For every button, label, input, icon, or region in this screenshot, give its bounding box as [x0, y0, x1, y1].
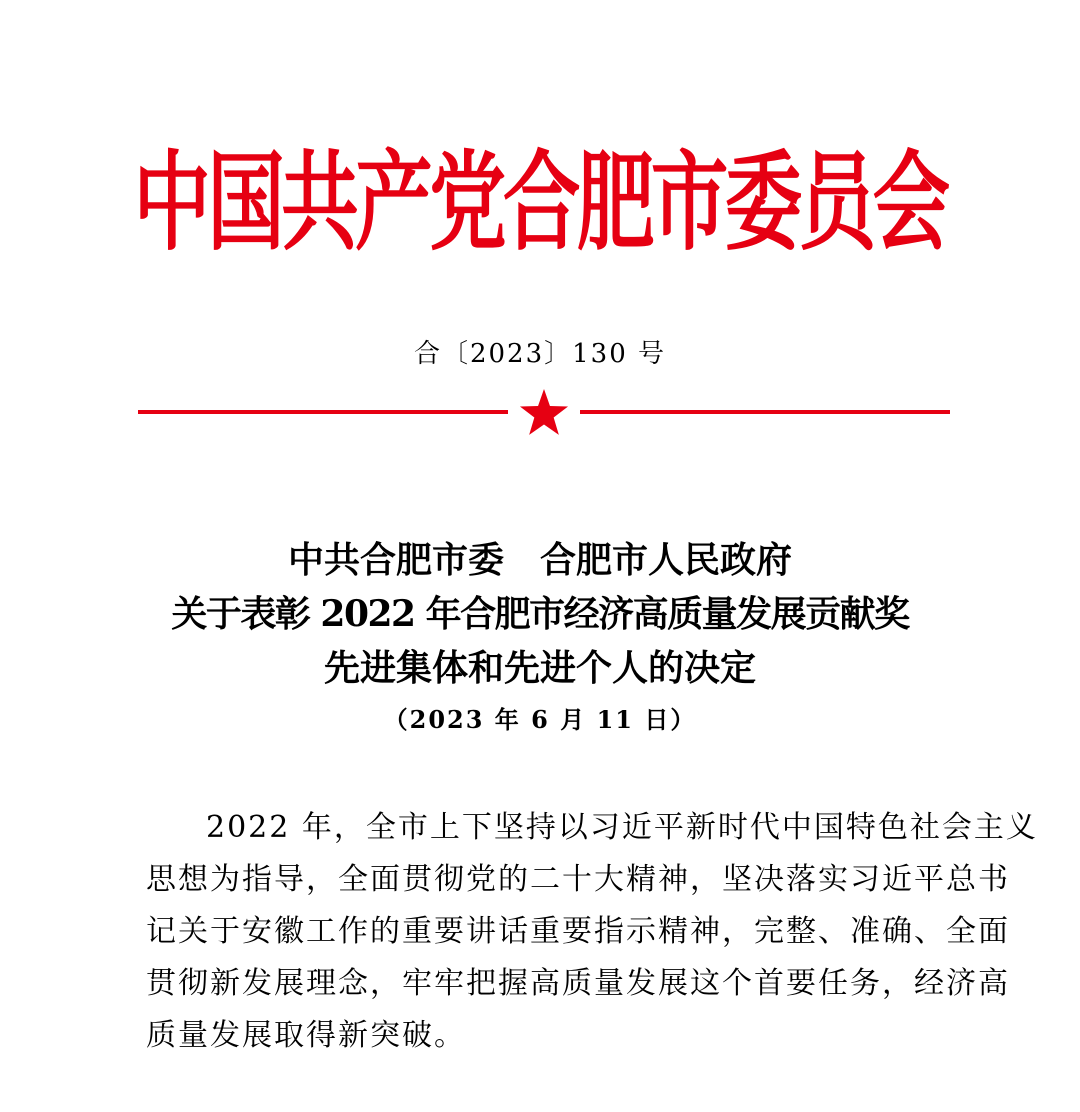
red-divider: [138, 388, 950, 438]
body-paragraph-line: 贯彻新发展理念，牢牢把握高质量发展这个首要任务，经济高: [146, 966, 1010, 1001]
document-title-line-3: 先进集体和先进个人的决定: [323, 647, 756, 689]
issue-date: （2023 年 6 月 11 日）: [383, 705, 697, 734]
star-icon: [518, 388, 570, 436]
body-paragraph-line: 2022 年，全市上下坚持以习近平新时代中国特色社会主义: [206, 810, 1038, 845]
divider-rule-right: [580, 410, 950, 414]
document-title-line-1: 中共合肥市委 合肥市人民政府: [287, 539, 792, 581]
body-paragraph-line: 记关于安徽工作的重要讲话重要指示精神，完整、准确、全面: [146, 914, 1010, 949]
document-number: 合〔2023〕130 号: [413, 339, 667, 369]
divider-rule-left: [138, 410, 508, 414]
masthead-title: 中国共产党合肥市委员会: [133, 139, 947, 266]
body-paragraph-line: 质量发展取得新突破。: [146, 1018, 466, 1053]
body-paragraph-line: 思想为指导，全面贯彻党的二十大精神，坚决落实习近平总书: [146, 862, 1010, 897]
document-title-line-2: 关于表彰 2022 年合肥市经济高质量发展贡献奖: [171, 593, 909, 635]
